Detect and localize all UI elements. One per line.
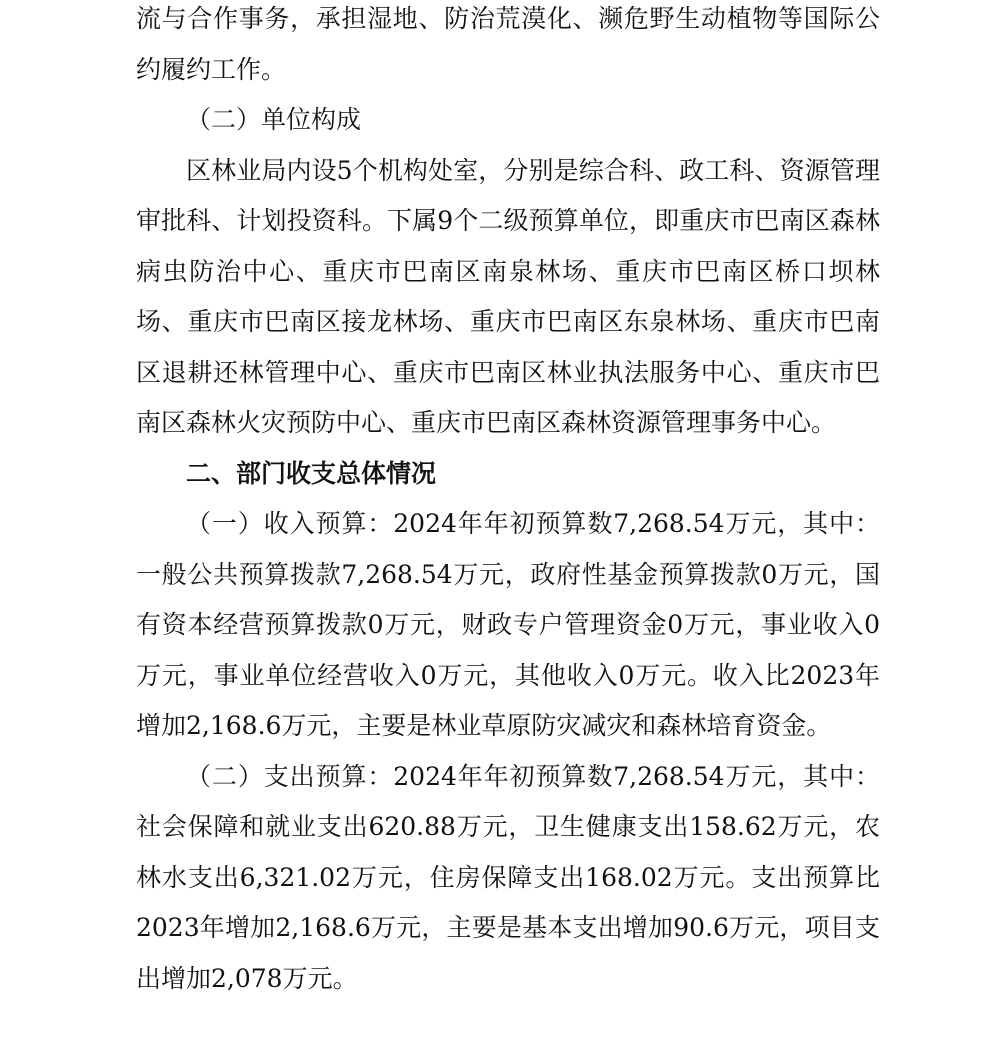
unit-composition-heading: （二）单位构成 xyxy=(186,105,362,134)
expense-budget-paragraph xyxy=(136,752,880,1005)
unit-composition-paragraph: 区林业局内设5个机构处室，分别是综合科、政工科、资源管理审批科、计划投资科。下属9个二级预算单位，即重庆市巴南区森林病虫防治中心、重庆市巴南区南泉林场、重庆市巴南区桥口坝林场、重庆市巴南区接龙林场、重庆市巴南区东泉林场、重庆市巴南区退耕还林管理中心、重庆市巴南区林业执法服务中心、重庆市巴南区森林火灾预防中心、重庆市巴南区森林资源管理事务中心。 xyxy=(136,155,880,437)
income-budget-paragraph xyxy=(136,499,880,752)
expense-budget-label: （二）支出预算： xyxy=(186,761,394,791)
expense-budget-text: 2024年年初预算数7,268.54万元，其中：社会保障和就业支出620.88万元，卫生健康支出158.62万元，农林水支出6,321.02万元，住房保障支出168.02万元。支出预算比2023年增加2,168.6万元，主要是基本支出增加90.6万元，项目支出增加2,078万元。 xyxy=(136,761,880,993)
income-budget-text: 2024年年初预算数7,268.54万元，其中：一般公共预算拨款7,268.54万元，政府性基金预算拨款0万元，国有资本经营预算拨款0万元，财政专户管理资金0万元，事业收入0万元，事业单位经营收入0万元，其他收入0万元。收入比2023年增加2,168.6万元，主要是林业草原防灾减灾和森林培育资金。 xyxy=(136,509,880,740)
section-two-heading: 二、部门收支总体情况 xyxy=(186,458,437,488)
document-page xyxy=(136,0,880,1004)
income-budget-label: （一）收入预算： xyxy=(186,509,394,538)
intro-paragraph-tail: 流与合作事务，承担湿地、防治荒漠化、濒危野生动植物等国际公约履约工作。 xyxy=(136,4,880,84)
